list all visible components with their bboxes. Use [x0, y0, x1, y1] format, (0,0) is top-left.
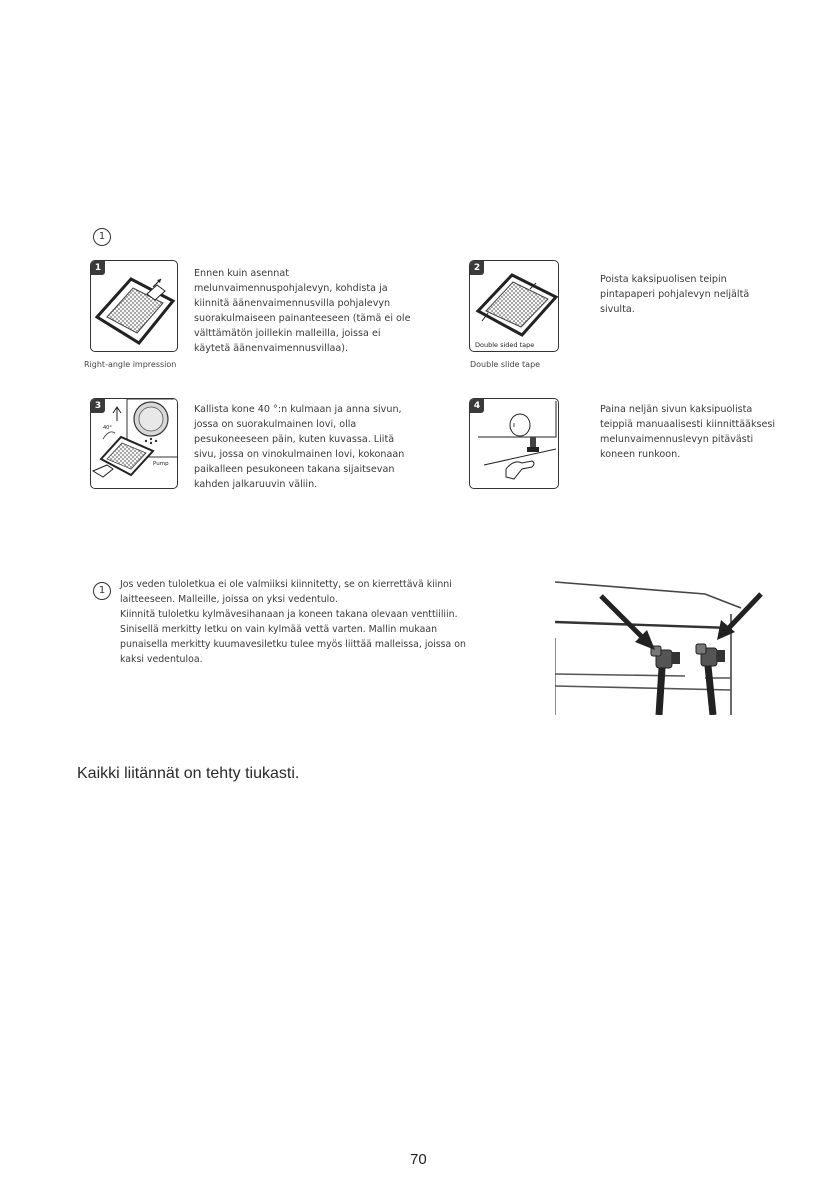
inlet-valves-arrows-icon	[555, 578, 770, 715]
circled-one-icon: 1	[93, 582, 111, 600]
circled-one-icon: 1	[93, 228, 111, 246]
hose-connection-illustration	[555, 578, 770, 715]
closing-statement: Kaikki liitännät on tehty tiukasti.	[77, 765, 300, 782]
step-4-text: Paina neljän sivun kaksipuolista teippiä manuaalisesti kiinnittääksesi melunvaimennuslevyn pitävästi koneen runkoon.	[600, 404, 776, 460]
press-tape-icon	[470, 399, 559, 489]
page-number: 70	[410, 1151, 427, 1168]
step-3-number: 3	[91, 399, 105, 413]
step-2-illustration	[469, 260, 559, 352]
step-1-number: 1	[91, 261, 105, 275]
step-2-number: 2	[470, 261, 484, 275]
step-1-illustration	[90, 260, 178, 352]
step-2-caption: Double slide tape	[470, 360, 541, 369]
pump-label: Pump	[153, 461, 169, 467]
step-3-text: Kallista kone 40 °:n kulmaan ja anna sivun, jossa on suorakulmainen lovi, olla pesukoneeseen päin, kuten kuvassa. Liitä sivu, jossa on vinokulmainen lovi, kokonaan paikalleen pesukoneen takana sijaitsevan kahden jalkaruuvin väliin.	[194, 404, 405, 490]
double-sided-tape-label: Double sided tape	[475, 341, 535, 349]
inlet-hose-text: Jos veden tuloletkua ei ole valmiiksi kiinnitetty, se on kierrettävä kiinni laitteeseen. Malleille, joissa on yksi vedentulo. Kiinnitä tuloletku kylmävesihanaan ja koneen takana olevaan venttiiliin. Sinisellä merkitty letku on vain kylmää vettä varten. Mallin mukaan punaisella merkitty kuumavesiletku tulee myös liittää malleissa, joissa on kaksi vedentuloa.	[120, 579, 466, 665]
step-3-illustration	[90, 398, 178, 489]
svg-text:40°: 40°	[103, 425, 112, 431]
step-2-text: Poista kaksipuolisen teipin pintapaperi pohjalevyn neljältä sivulta.	[600, 274, 750, 315]
machine-tilt-icon	[91, 399, 178, 489]
tape-peel-icon	[470, 261, 559, 352]
step-4-number: 4	[470, 399, 484, 413]
step-1-caption: Right-angle impression	[84, 360, 177, 369]
step-4-illustration	[469, 398, 559, 489]
step-1-text: Ennen kuin asennat melunvaimennuspohjalevyn, kohdista ja kiinnitä äänenvaimennusvilla pohjalevyn suorakulmaiseen painanteeseen (tämä ei ole välttämätön joillekin malleilla, joissa ei käytetä äänenvaimennusvillaa).	[194, 268, 411, 354]
base-plate-square-notch-icon	[91, 261, 178, 352]
